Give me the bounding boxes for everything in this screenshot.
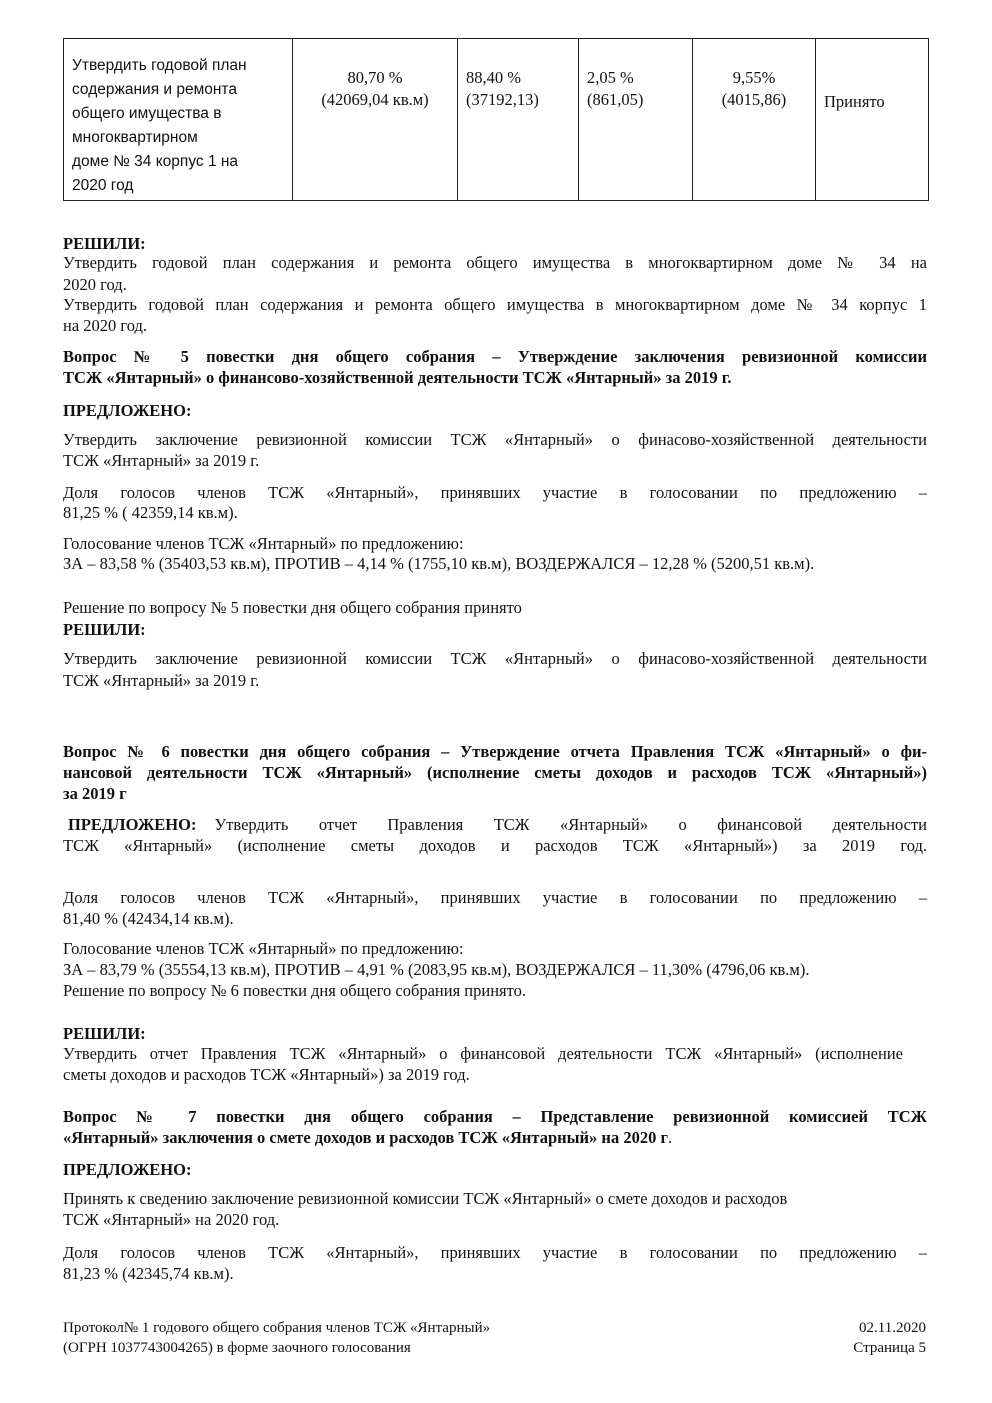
decided-text: сметы доходов и расходов ТСЖ «Янтарный») за 2019 год. bbox=[63, 1065, 470, 1084]
votes-abstain-cell: 9,55% (4015,86) bbox=[693, 39, 816, 201]
decided-heading: РЕШИЛИ: bbox=[63, 620, 146, 639]
proposed-heading: ПРЕДЛОЖЕНО: bbox=[63, 401, 192, 420]
question-6-title: нансовой деятельности ТСЖ «Янтарный» (исполнение сметы доходов и расходов ТСЖ «Янтарный») bbox=[63, 763, 927, 782]
decided-text: Утвердить отчет Правления ТСЖ «Янтарный» о финансовой деятельности ТСЖ «Янтарный» (исполнение bbox=[63, 1044, 903, 1063]
participation-cell: 80,70 % (42069,04 кв.м) bbox=[293, 39, 458, 201]
vote-share-text: 81,25 % ( 42359,14 кв.м). bbox=[63, 503, 238, 522]
question-5-title: Вопрос № 5 повестки дня общего собрания – Утверждение заключения ревизионной комиссии bbox=[63, 347, 927, 366]
proposal-text: ТСЖ «Янтарный» на 2020 год. bbox=[63, 1210, 280, 1229]
proposal-line bbox=[68, 814, 927, 835]
proposed-heading: ПРЕДЛОЖЕНО: bbox=[63, 1160, 192, 1179]
vote-results-text: ЗА – 83,58 % (35403,53 кв.м), ПРОТИВ – 4,14 % (1755,10 кв.м), ВОЗДЕРЖАЛСЯ – 12,28 % (5200,51 кв.м). bbox=[63, 554, 815, 573]
footer-date: 02.11.2020 bbox=[859, 1320, 926, 1336]
decided-text: на 2020 год. bbox=[63, 316, 148, 335]
result-cell: Принято bbox=[816, 39, 929, 201]
voting-results-table bbox=[63, 38, 929, 201]
decided-text: 2020 год. bbox=[63, 275, 127, 294]
proposal-text: Принять к сведению заключение ревизионной комиссии ТСЖ «Янтарный» о смете доходов и расходов bbox=[63, 1189, 788, 1208]
question-5-title: ТСЖ «Янтарный» о финансово-хозяйственной деятельности ТСЖ «Янтарный» за 2019 г. bbox=[63, 368, 732, 387]
proposal-text: ТСЖ «Янтарный» (исполнение сметы доходов и расходов ТСЖ «Янтарный») за 2019 год. bbox=[63, 836, 927, 855]
table-row bbox=[64, 39, 929, 201]
vote-results-text: ЗА – 83,79 % (35554,13 кв.м), ПРОТИВ – 4,91 % (2083,95 кв.м), ВОЗДЕРЖАЛСЯ – 11,30% (4796,06 кв.м). bbox=[63, 960, 810, 979]
accepted-text: Решение по вопросу № 5 повестки дня общего собрания принято bbox=[63, 598, 522, 617]
decided-text: Утвердить годовой план содержания и ремонта общего имущества в многоквартирном доме № 34 корпус 1 bbox=[63, 295, 927, 314]
votes-against-cell: 2,05 % (861,05) bbox=[579, 39, 693, 201]
page-number: Страница 5 bbox=[853, 1340, 926, 1356]
vote-text: Голосование членов ТСЖ «Янтарный» по предложению: bbox=[63, 939, 464, 958]
question-7-title: Вопрос № 7 повестки дня общего собрания – Представление ревизионной комиссией ТСЖ bbox=[63, 1107, 927, 1126]
decided-text: Утвердить годовой план содержания и ремонта общего имущества в многоквартирном доме № 34 на bbox=[63, 253, 927, 272]
vote-share-text: Доля голосов членов ТСЖ «Янтарный», принявших участие в голосовании по предложению – bbox=[63, 483, 927, 502]
accepted-text: Решение по вопросу № 6 повестки дня общего собрания принято. bbox=[63, 981, 526, 1000]
votes-for-cell: 88,40 % (37192,13) bbox=[458, 39, 579, 201]
footer-protocol: Протокол№ 1 годового общего собрания членов ТСЖ «Янтарный» bbox=[63, 1320, 491, 1336]
proposal-text: ТСЖ «Янтарный» за 2019 г. bbox=[63, 451, 260, 470]
footer-ogrn: (ОГРН 1037743004265) в форме заочного голосования bbox=[63, 1340, 411, 1356]
question-7-title: «Янтарный» заключения о смете доходов и расходов ТСЖ «Янтарный» на 2020 г. bbox=[63, 1128, 673, 1147]
question-cell: Утвердить годовой план содержания и ремонта общего имущества в многоквартирном доме № 34 корпус 1 на 2020 год bbox=[64, 39, 293, 201]
vote-share-text: Доля голосов членов ТСЖ «Янтарный», принявших участие в голосовании по предложению – bbox=[63, 1243, 927, 1262]
vote-share-text: 81,23 % (42345,74 кв.м). bbox=[63, 1264, 234, 1283]
proposed-heading: ПРЕДЛОЖЕНО: bbox=[68, 815, 197, 834]
decided-text: Утвердить заключение ревизионной комиссии ТСЖ «Янтарный» о финасово-хозяйственной деятельности bbox=[63, 649, 927, 668]
vote-share-text: 81,40 % (42434,14 кв.м). bbox=[63, 909, 234, 928]
decided-heading: РЕШИЛИ: bbox=[63, 234, 146, 253]
decided-heading: РЕШИЛИ: bbox=[63, 1024, 146, 1043]
vote-share-text: Доля голосов членов ТСЖ «Янтарный», принявших участие в голосовании по предложению – bbox=[63, 888, 927, 907]
question-6-title: Вопрос № 6 повестки дня общего собрания – Утверждение отчета Правления ТСЖ «Янтарный» о фи- bbox=[63, 742, 927, 761]
proposal-text: Утвердить отчет Правления ТСЖ «Янтарный» о финансовой деятельности bbox=[214, 815, 927, 834]
question-6-title: за 2019 г bbox=[63, 784, 127, 803]
vote-text: Голосование членов ТСЖ «Янтарный» по предложению: bbox=[63, 534, 464, 553]
decided-text: ТСЖ «Янтарный» за 2019 г. bbox=[63, 671, 260, 690]
proposal-text: Утвердить заключение ревизионной комиссии ТСЖ «Янтарный» о финасово-хозяйственной деятельности bbox=[63, 430, 927, 449]
